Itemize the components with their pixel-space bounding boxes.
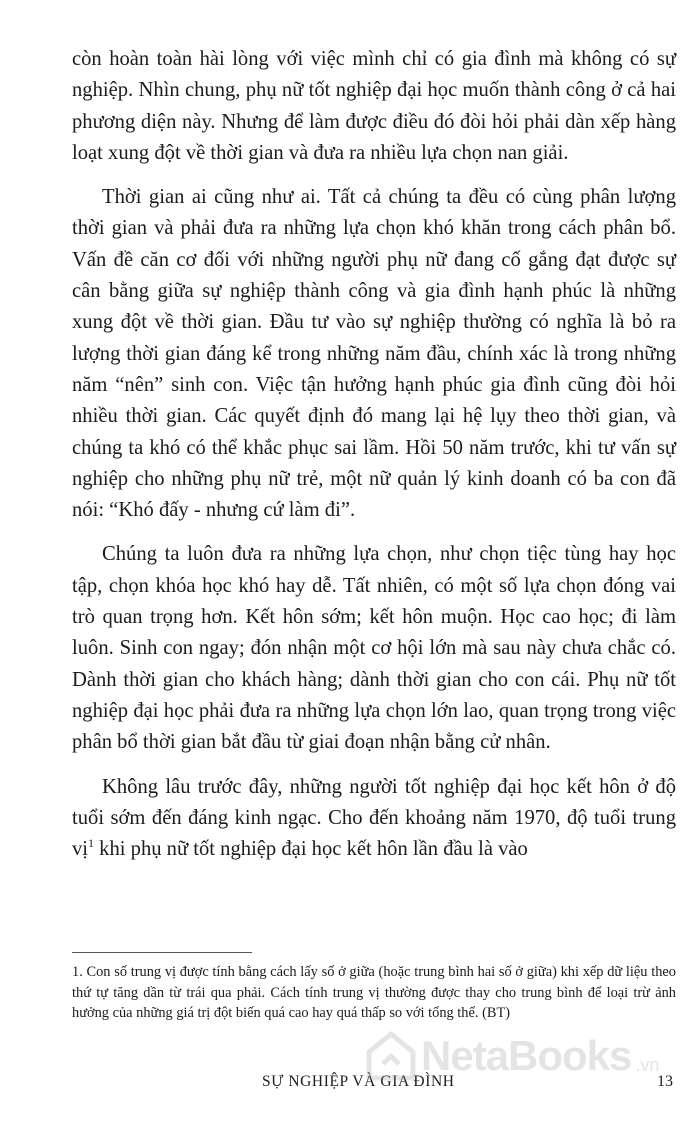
- paragraph-1: còn hoàn toàn hài lòng với việc mình chỉ có gia đình mà không có sự nghiệp. Nhìn chung, phụ nữ tốt nghiệp đại học muốn thành công ở cả hai phương diện này. Nhưng để làm được điều đó đòi hỏi phải dàn xếp hàng loạt xung đột về thời gian và đưa ra nhiều lựa chọn nan giải.: [72, 48, 676, 164]
- paragraph-3: Chúng ta luôn đưa ra những lựa chọn, như chọn tiệc tùng hay học tập, chọn khóa học khó hay dễ. Tất nhiên, có một số lựa chọn đóng vai trò quan trọng hơn. Kết hôn sớm; kết hôn muộn. Học cao học; đi làm luôn. Sinh con ngay; đón nhận một cơ hội lớn mà sau này chưa chắc có. Dành thời gian cho khách hàng; dành thời gian cho con cái. Phụ nữ tốt nghiệp đại học phải đưa ra những lựa chọn lớn lao, quan trọng trong việc phân bổ thời gian bắt đầu từ giai đoạn nhận bằng cử nhân.: [72, 543, 676, 754]
- paragraph-4-start: Không lâu trước đây, những người tốt nghiệp đại học kết hôn ở độ tuổi sớm đến đáng kinh ngạc. Cho đến khoảng năm 1970, độ tuổi trung vị: [72, 775, 676, 861]
- page-body: [72, 44, 676, 878]
- watermark-text: NetaBooks: [421, 1032, 632, 1079]
- paragraph-4-end: khi phụ nữ tốt nghiệp đại học kết hôn lần đầu là vào: [94, 838, 528, 861]
- paragraph-4: [72, 772, 676, 866]
- footnote-reference[interactable]: 1: [88, 836, 95, 851]
- footnote-text: 1. Con số trung vị được tính bằng cách lấy số ở giữa (hoặc trung bình hai số ở giữa) khi xếp dữ liệu theo thứ tự tăng dần từ trái qua phải. Cách tính trung vị thường được thay cho trung bình để loại trừ ảnh hưởng của những giá trị đột biến quá cao hay quá thấp so với tổng thể. (BT): [72, 964, 676, 1022]
- footnote-divider: [72, 952, 252, 953]
- watermark-suffix: .vn: [635, 1055, 660, 1075]
- page-number: 13: [657, 1073, 673, 1090]
- running-head: SỰ NGHIỆP VÀ GIA ĐÌNH: [262, 1073, 455, 1090]
- paragraph-2: Thời gian ai cũng như ai. Tất cả chúng ta đều có cùng phân lượng thời gian và phải đưa ra những lựa chọn khó khăn trong cách phân bổ. Vấn đề căn cơ đối với những người phụ nữ đang cố gắng đạt được sự cân bằng giữa sự nghiệp thành công và gia đình hạnh phúc là những xung đột về thời gian. Đầu tư vào sự nghiệp thường có nghĩa là bỏ ra lượng thời gian đáng kể trong những năm đầu, chính xác là trong những năm “nên” sinh con. Việc tận hưởng hạnh phúc gia đình cũng đòi hỏi nhiều thời gian. Các quyết định đó mang lại hệ lụy theo thời gian, và chúng ta khó có thể khắc phục sai lầm. Hồi 50 năm trước, khi tư vấn sự nghiệp cho những phụ nữ trẻ, một nữ quản lý kinh doanh có ba con đã nói: “Khó đấy - nhưng cứ làm đi”.: [72, 186, 676, 522]
